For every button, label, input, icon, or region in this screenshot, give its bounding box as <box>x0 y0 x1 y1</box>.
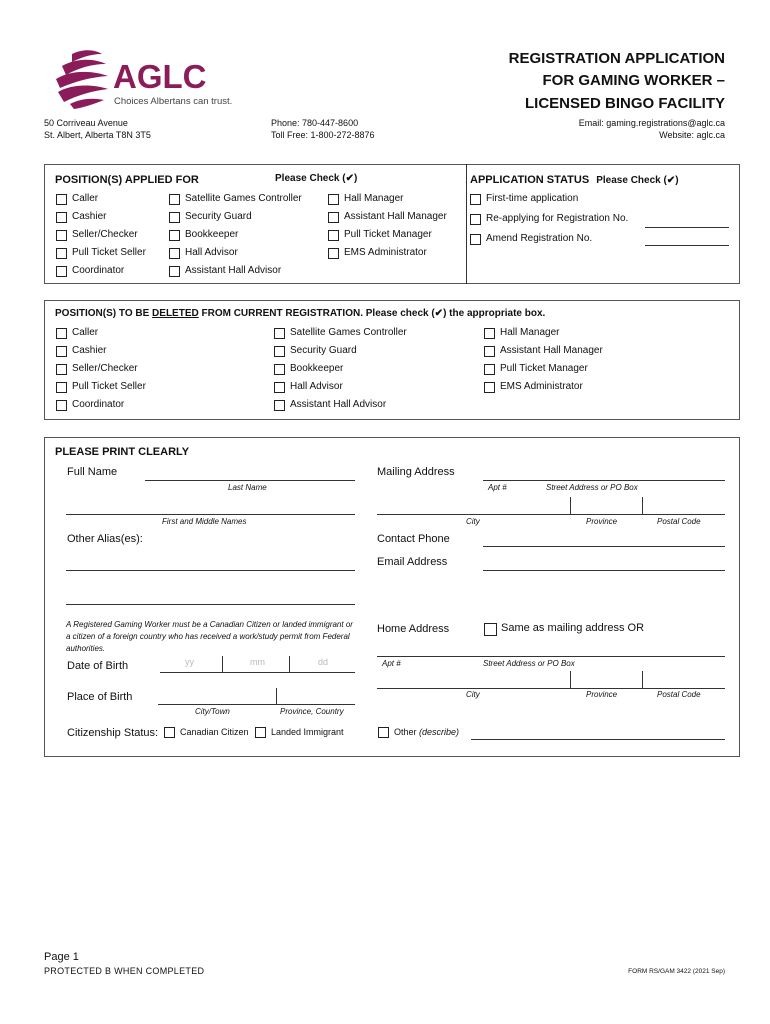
home-address-field[interactable] <box>377 656 725 657</box>
mailing-address-field[interactable] <box>483 480 725 481</box>
home-postal-caption: Postal Code <box>657 690 701 699</box>
protected-note: PROTECTED B WHEN COMPLETED <box>44 966 205 976</box>
applied-cashier-checkbox[interactable] <box>56 212 67 223</box>
applied-cashier-label: Cashier <box>72 211 107 222</box>
applied-assistant-hall-manager-checkbox[interactable] <box>328 212 339 223</box>
deleted-pull-ticket-manager-label: Pull Ticket Manager <box>500 363 588 374</box>
applied-caller-checkbox[interactable] <box>56 194 67 205</box>
application-status-title: APPLICATION STATUS <box>470 174 590 186</box>
applied-caller-label: Caller <box>72 193 99 204</box>
status-first-time-application-label: First-time application <box>486 193 579 204</box>
applied-seller-checker-checkbox[interactable] <box>56 230 67 241</box>
applied-assistant-hall-advisor-label: Assistant Hall Advisor <box>185 265 282 276</box>
home-province-caption: Province <box>586 690 618 699</box>
deleted-heading-post: FROM CURRENT REGISTRATION. Please check (✔) the appropriate box. <box>198 308 546 319</box>
applied-coordinator-checkbox[interactable] <box>56 266 67 277</box>
city-town-caption: City/Town <box>195 707 230 716</box>
applied-assistant-hall-advisor-checkbox[interactable] <box>169 266 180 277</box>
status-re-applying-for-registration-no-checkbox[interactable] <box>470 214 481 225</box>
dob-yy[interactable]: yy <box>185 657 194 667</box>
logo-tagline: Choices Albertans can trust. <box>114 96 233 107</box>
mailing-sep1 <box>570 497 571 514</box>
status-first-time-application-checkbox[interactable] <box>470 194 481 205</box>
positions-deleted-heading <box>55 308 545 319</box>
applied-pull-ticket-seller-checkbox[interactable] <box>56 248 67 259</box>
applied-hall-advisor-label: Hall Advisor <box>185 247 238 258</box>
page-number: Page 1 <box>44 951 79 963</box>
same-as-mailing-checkbox[interactable] <box>484 623 497 636</box>
last-name-field[interactable] <box>145 480 355 481</box>
same-as-mailing-label: Same as mailing address OR <box>501 622 645 634</box>
applied-coordinator-label: Coordinator <box>72 265 125 276</box>
dob-mm[interactable]: mm <box>250 657 265 667</box>
deleted-bookkeeper-label: Bookkeeper <box>290 363 344 374</box>
landed-immigrant-label: Landed Immigrant <box>271 727 344 737</box>
status-re-applying-for-registration-no-label: Re-applying for Registration No. <box>486 213 629 224</box>
deleted-assistant-hall-advisor-label: Assistant Hall Advisor <box>290 399 387 410</box>
other-label-text: Other <box>394 727 417 737</box>
full-name-label: Full Name <box>67 466 118 478</box>
applied-satellite-games-controller-checkbox[interactable] <box>169 194 180 205</box>
dob-line <box>160 672 355 673</box>
mailing-city-field[interactable] <box>377 514 725 515</box>
deleted-security-guard-checkbox[interactable] <box>274 346 285 357</box>
mailing-province-caption: Province <box>586 517 618 526</box>
deleted-ems-administrator-checkbox[interactable] <box>484 382 495 393</box>
email-line: Email: gaming.registrations@aglc.ca <box>578 118 725 128</box>
canadian-citizen-checkbox[interactable] <box>164 727 175 738</box>
website-line: Website: aglc.ca <box>659 130 725 140</box>
deleted-hall-manager-label: Hall Manager <box>500 327 560 338</box>
amend-registration-no-line[interactable] <box>645 245 729 246</box>
mailing-address-label: Mailing Address <box>377 466 455 478</box>
dob-sep2 <box>289 656 290 672</box>
applied-pull-ticket-manager-checkbox[interactable] <box>328 230 339 241</box>
deleted-assistant-hall-advisor-checkbox[interactable] <box>274 400 285 411</box>
mailing-postal-caption: Postal Code <box>657 517 701 526</box>
deleted-heading-underlined: DELETED <box>152 308 199 319</box>
deleted-caller-label: Caller <box>72 327 99 338</box>
deleted-satellite-games-controller-label: Satellite Games Controller <box>290 327 407 338</box>
applied-seller-checker-label: Seller/Checker <box>72 229 138 240</box>
other-alias-field-2[interactable] <box>66 604 355 605</box>
place-of-birth-field[interactable] <box>158 704 355 705</box>
aglc-logo-mark <box>50 48 112 110</box>
deleted-seller-checker-label: Seller/Checker <box>72 363 138 374</box>
applied-pull-ticket-manager-label: Pull Ticket Manager <box>344 229 432 240</box>
form-title-line2: FOR GAMING WORKER – <box>542 72 725 89</box>
application-status-heading <box>470 174 679 186</box>
first-middle-caption: First and Middle Names <box>162 517 247 526</box>
positions-applied-heading: POSITION(S) APPLIED FOR <box>55 174 199 186</box>
applied-hall-manager-checkbox[interactable] <box>328 194 339 205</box>
applied-ems-administrator-label: EMS Administrator <box>344 247 427 258</box>
logo-wordmark: AGLC <box>113 58 207 95</box>
address-line1: 50 Corriveau Avenue <box>44 118 128 128</box>
applied-assistant-hall-manager-label: Assistant Hall Manager <box>344 211 447 222</box>
home-sep1 <box>570 671 571 688</box>
section-divider <box>466 164 467 284</box>
describe-text: (describe) <box>419 727 460 737</box>
home-street-caption: Street Address or PO Box <box>483 659 575 668</box>
print-clearly-heading: PLEASE PRINT CLEARLY <box>55 446 190 458</box>
deleted-assistant-hall-manager-checkbox[interactable] <box>484 346 495 357</box>
deleted-pull-ticket-seller-checkbox[interactable] <box>56 382 67 393</box>
pob-sep <box>276 688 277 704</box>
province-country-caption: Province, Country <box>280 707 344 716</box>
home-city-caption: City <box>466 690 480 699</box>
home-sep2 <box>642 671 643 688</box>
first-middle-name-field[interactable] <box>66 514 355 515</box>
form-title-line1: REGISTRATION APPLICATION <box>508 50 725 67</box>
place-of-birth-label: Place of Birth <box>67 691 133 703</box>
form-title-line3: LICENSED BINGO FACILITY <box>524 95 725 112</box>
last-name-caption: Last Name <box>228 483 267 492</box>
other-alias-field-1[interactable] <box>66 570 355 571</box>
deleted-ems-administrator-label: EMS Administrator <box>500 381 583 392</box>
phone-line2: Toll Free: 1-800-272-8876 <box>271 130 375 140</box>
landed-immigrant-checkbox[interactable] <box>255 727 266 738</box>
deleted-hall-advisor-checkbox[interactable] <box>274 382 285 393</box>
deleted-coordinator-label: Coordinator <box>72 399 125 410</box>
mailing-sep2 <box>642 497 643 514</box>
dob-dd[interactable]: dd <box>318 657 329 667</box>
citizenship-status-label: Citizenship Status: <box>67 727 159 739</box>
canadian-citizen-label: Canadian Citizen <box>180 727 249 737</box>
other-describe-field[interactable] <box>471 739 725 740</box>
email-address-field[interactable] <box>483 570 725 571</box>
deleted-assistant-hall-manager-label: Assistant Hall Manager <box>500 345 603 356</box>
deleted-satellite-games-controller-checkbox[interactable] <box>274 328 285 339</box>
deleted-hall-manager-checkbox[interactable] <box>484 328 495 339</box>
mailing-street-caption: Street Address or PO Box <box>546 483 638 492</box>
applied-bookkeeper-label: Bookkeeper <box>185 229 239 240</box>
deleted-hall-advisor-label: Hall Advisor <box>290 381 343 392</box>
date-of-birth-label: Date of Birth <box>67 660 129 672</box>
deleted-pull-ticket-manager-checkbox[interactable] <box>484 364 495 375</box>
dob-sep1 <box>222 656 223 672</box>
status-amend-registration-no-checkbox[interactable] <box>470 234 481 245</box>
contact-phone-field[interactable] <box>483 546 725 547</box>
mailing-city-caption: City <box>466 517 480 526</box>
other-alias-label: Other Alias(es): <box>67 533 143 545</box>
deleted-coordinator-checkbox[interactable] <box>56 400 67 411</box>
home-address-label: Home Address <box>377 623 450 635</box>
status-amend-registration-no-label: Amend Registration No. <box>486 233 593 244</box>
deleted-cashier-label: Cashier <box>72 345 107 356</box>
deleted-pull-ticket-seller-label: Pull Ticket Seller <box>72 381 146 392</box>
applied-security-guard-label: Security Guard <box>185 211 252 222</box>
deleted-heading-pre: POSITION(S) TO BE <box>55 308 153 319</box>
applied-bookkeeper-checkbox[interactable] <box>169 230 180 241</box>
deleted-caller-checkbox[interactable] <box>56 328 67 339</box>
applied-satellite-games-controller-label: Satellite Games Controller <box>185 193 302 204</box>
applied-ems-administrator-checkbox[interactable] <box>328 248 339 259</box>
other-address-checkbox[interactable] <box>378 727 389 738</box>
reapply-registration-no-line[interactable] <box>645 227 729 228</box>
deleted-cashier-checkbox[interactable] <box>56 346 67 357</box>
contact-phone-label: Contact Phone <box>377 533 450 545</box>
positions-applied-check-note: Please Check (✔) <box>275 173 358 184</box>
application-status-check-note: Please Check (✔) <box>596 175 679 186</box>
home-apt-caption: Apt # <box>382 659 401 668</box>
email-address-label: Email Address <box>377 556 448 568</box>
address-line2: St. Albert, Alberta T8N 3T5 <box>44 130 151 140</box>
form-number: FORM RS/GAM 3422 (2021 Sep) <box>628 968 725 975</box>
other-address-label <box>394 727 459 737</box>
mailing-apt-caption: Apt # <box>488 483 507 492</box>
deleted-security-guard-label: Security Guard <box>290 345 357 356</box>
applied-hall-advisor-checkbox[interactable] <box>169 248 180 259</box>
phone-line1: Phone: 780-447-8600 <box>271 118 359 128</box>
citizen-note: A Registered Gaming Worker must be a Canadian Citizen or landed immigrant or a citizen of a foreign country who has received a work/study permit from Federal authorities. <box>66 620 353 653</box>
applied-pull-ticket-seller-label: Pull Ticket Seller <box>72 247 146 258</box>
applied-security-guard-checkbox[interactable] <box>169 212 180 223</box>
deleted-bookkeeper-checkbox[interactable] <box>274 364 285 375</box>
deleted-seller-checker-checkbox[interactable] <box>56 364 67 375</box>
applied-hall-manager-label: Hall Manager <box>344 193 404 204</box>
home-city-field[interactable] <box>377 688 725 689</box>
